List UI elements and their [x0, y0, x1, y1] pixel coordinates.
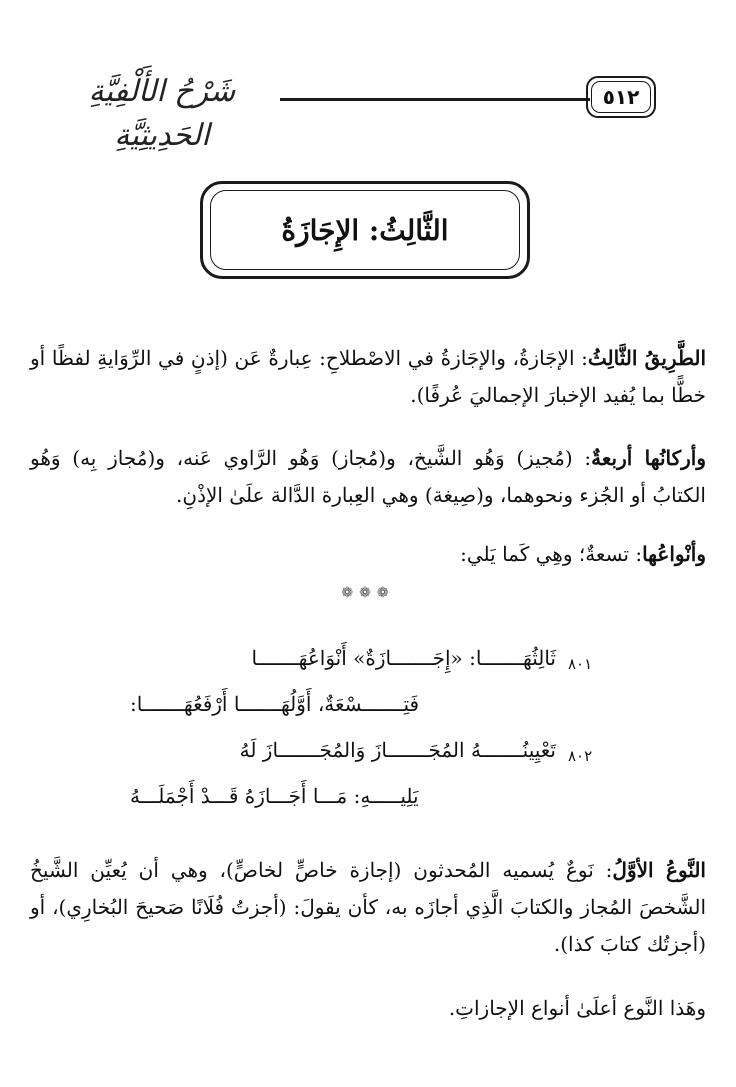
header-rule — [280, 98, 590, 101]
book-title: شَرْحُ الأَلْفِيَّةِ الحَدِيثِيَّةِ — [88, 74, 236, 153]
verse-hemistich-first: تَعْيِينُـــــــهُ المُجَـــــــازَ وَالمُجَـــــــازَ لَهُ — [239, 738, 556, 762]
paragraph-pillars — [30, 440, 706, 514]
paragraph-body: : تسعةٌ؛ وهِي كَما يَلي: — [460, 542, 643, 566]
verse-number: ٨٠١ — [568, 655, 593, 673]
paragraph-body: : نَوعٌ يُسميه المُحدثون (إجازة خاصٍّ لخاصٍّ)، وهي أن يُعيِّن الشَّيخُ الشَّخصَ المُجاز والكتابَ الَّذِي أجازَه به، كأن يقولَ: (أجزتُ فُلَانًا صَحيحَ البُخارِي)، أو (أجزتُك كتابَ كذا). — [30, 858, 706, 956]
page-number: ٥١٢ — [591, 81, 651, 113]
chapter-frame-inner — [210, 190, 520, 270]
verse-hemistich-first: ثَالِثُهَـــــــا: «إِجَـــــــازَةٌ» أَنْوَاعُهَـــــــا — [251, 646, 556, 670]
paragraph-body: : (مُجيز) وَهُو الشَّيخ، و(مُجاز) وَهُو الرَّاوي عَنه، و(مُجاز بِه) وَهُو الكتابُ أو الجُزء ونحوهما، و(صِيغة) وهي العِبارة الدَّالة علَىٰ الإذْنِ. — [30, 446, 706, 507]
paragraph-lead: وأنْواعُها — [642, 542, 706, 566]
paragraph-types — [30, 536, 706, 573]
verse-hemistich-second: فَتِـــــــسْعَةٌ، أَوَّلُهَـــــــا أَرْفَعُهَـــــــا: — [130, 692, 420, 716]
paragraph-body: : الإجَازةُ، والإجَازةُ في الاصْطلاحِ: عِبارةٌ عَن (إذنٍ في الرِّوَايةِ لفظًا أو خطًّا بما يُفيد الإخبارَ الإجماليَ عُرفًا). — [30, 346, 706, 407]
verse-hemistich-second: يَلِيـــــهِ: مَـــا أَجَـــازَهُ قَـــدْ أَجْمَلَـــهُ — [130, 784, 419, 808]
paragraph-lead: الطَّرِيقُ الثَّالِثُ — [587, 346, 707, 370]
paragraph-lead: وأركانُها أربعةٌ — [591, 446, 706, 470]
paragraph-closing — [30, 990, 706, 1027]
paragraph-first-type — [30, 852, 706, 963]
section-separator: ❁❁❁ — [341, 585, 395, 601]
paragraph-lead: النَّوعُ الأوَّلُ — [612, 858, 706, 882]
paragraph-body: وهَذا النَّوع أعلَىٰ أنواع الإجازاتِ. — [448, 996, 706, 1020]
chapter-title: الثَّالِثُ: الإِجَازَةُ — [281, 213, 449, 247]
page-number-frame — [586, 76, 656, 118]
verse-number: ٨٠٢ — [568, 747, 593, 765]
paragraph-definition — [30, 340, 706, 414]
